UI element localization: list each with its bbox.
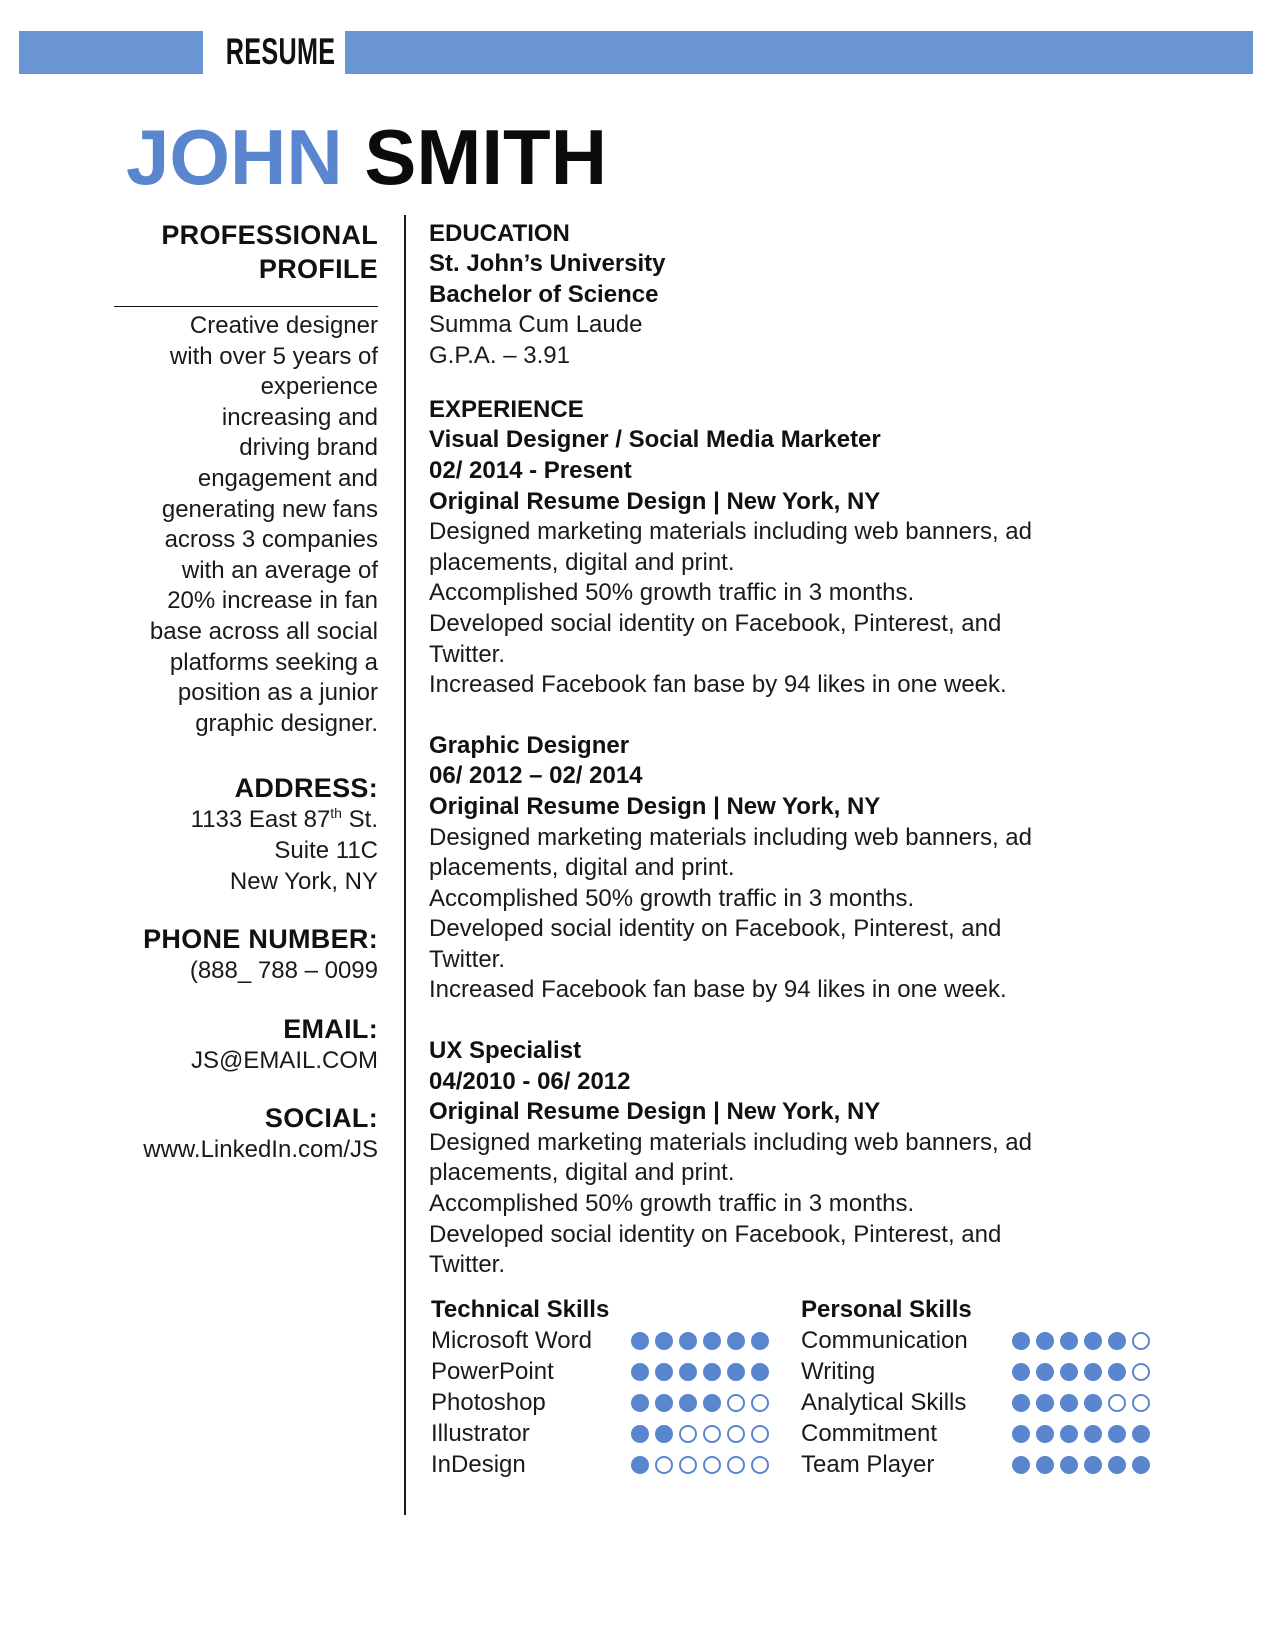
rating-dot-filled bbox=[1060, 1456, 1078, 1474]
profile-line: engagement and bbox=[197, 464, 378, 492]
skill-row bbox=[431, 1325, 609, 1356]
rating-dot-filled bbox=[1132, 1425, 1150, 1443]
rating-dot-empty bbox=[1132, 1363, 1150, 1381]
rating-dot-filled bbox=[703, 1363, 721, 1381]
profile-line: driving brand bbox=[239, 434, 378, 462]
job-line: Twitter. bbox=[429, 640, 506, 668]
rating-dot-filled bbox=[1108, 1456, 1126, 1474]
education-gpa: G.P.A. – 3.91 bbox=[429, 341, 570, 369]
profile-line: 20% increase in fan bbox=[167, 587, 378, 615]
rating-dot-filled bbox=[1108, 1363, 1126, 1381]
job-line: Increased Facebook fan base by 94 likes in one week. bbox=[429, 976, 1007, 1004]
skill-row bbox=[801, 1356, 972, 1387]
job-title: Visual Designer / Social Media Marketer bbox=[429, 426, 881, 454]
job-line: Designed marketing materials including web banners, ad bbox=[429, 518, 1032, 546]
rating-dot-filled bbox=[631, 1363, 649, 1381]
rating-dot-empty bbox=[751, 1425, 769, 1443]
skill-rating bbox=[1012, 1425, 1156, 1443]
rating-dot-filled bbox=[1012, 1456, 1030, 1474]
job-title: Graphic Designer bbox=[429, 731, 630, 759]
job-dates: 04/2010 - 06/ 2012 bbox=[429, 1067, 631, 1095]
rating-dot-filled bbox=[1060, 1363, 1078, 1381]
rating-dot-empty bbox=[679, 1456, 697, 1474]
rating-dot-filled bbox=[631, 1332, 649, 1350]
profile-rule bbox=[114, 306, 378, 307]
skill-rating bbox=[631, 1363, 775, 1381]
social-value: www.LinkedIn.com/JS bbox=[143, 1136, 378, 1164]
skill-row bbox=[801, 1325, 972, 1356]
job-entry bbox=[429, 425, 1229, 700]
job-line: placements, digital and print. bbox=[429, 548, 735, 576]
address-block bbox=[100, 805, 378, 897]
rating-dot-empty bbox=[727, 1394, 745, 1412]
profile-line: with over 5 years of bbox=[169, 342, 378, 370]
rating-dot-filled bbox=[679, 1332, 697, 1350]
address-line2: Suite 11C bbox=[274, 836, 378, 864]
rating-dot-filled bbox=[1012, 1425, 1030, 1443]
rating-dot-filled bbox=[631, 1425, 649, 1443]
rating-dot-filled bbox=[679, 1394, 697, 1412]
phone-value: (888_ 788 – 0099 bbox=[189, 957, 378, 985]
profile-line: increasing and bbox=[221, 403, 378, 431]
skill-rating bbox=[631, 1394, 775, 1412]
resume-label: RESUME bbox=[225, 31, 336, 72]
technical-skills-title: Technical Skills bbox=[431, 1296, 610, 1323]
social-heading: SOCIAL: bbox=[264, 1103, 378, 1134]
profile-heading-line1: PROFESSIONAL bbox=[161, 220, 378, 250]
rating-dot-filled bbox=[655, 1363, 673, 1381]
profile-line: generating new fans bbox=[161, 495, 378, 523]
job-company: Original Resume Design | New York, NY bbox=[429, 792, 881, 820]
rating-dot-filled bbox=[727, 1363, 745, 1381]
skill-name: Illustrator bbox=[431, 1420, 530, 1447]
rating-dot-filled bbox=[1084, 1332, 1102, 1350]
skill-row bbox=[431, 1356, 609, 1387]
rating-dot-filled bbox=[1036, 1456, 1054, 1474]
skill-row bbox=[431, 1449, 609, 1480]
rating-dot-filled bbox=[751, 1363, 769, 1381]
rating-dot-filled bbox=[727, 1332, 745, 1350]
last-name: SMITH bbox=[364, 113, 608, 201]
profile-line: platforms seeking a bbox=[169, 648, 378, 676]
skill-name: Communication bbox=[801, 1327, 968, 1354]
job-line: placements, digital and print. bbox=[429, 1159, 735, 1187]
address-line1: 1133 East 87th St. bbox=[190, 805, 378, 834]
rating-dot-filled bbox=[1036, 1332, 1054, 1350]
rating-dot-filled bbox=[1060, 1332, 1078, 1350]
rating-dot-filled bbox=[1108, 1425, 1126, 1443]
profile-line: position as a junior bbox=[177, 679, 378, 707]
rating-dot-filled bbox=[1084, 1394, 1102, 1412]
rating-dot-filled bbox=[1132, 1456, 1150, 1474]
header-band-right bbox=[345, 31, 1253, 74]
rating-dot-filled bbox=[1060, 1394, 1078, 1412]
personal-skills bbox=[801, 1295, 972, 1480]
rating-dot-filled bbox=[1012, 1394, 1030, 1412]
skill-rating bbox=[631, 1332, 775, 1350]
column-divider bbox=[404, 215, 406, 1515]
right-column bbox=[429, 218, 1229, 1281]
education-school: St. John’s University bbox=[429, 250, 666, 277]
job-line: Twitter. bbox=[429, 945, 506, 973]
job-dates: 02/ 2014 - Present bbox=[429, 456, 632, 484]
skill-row bbox=[431, 1387, 609, 1418]
profile-line: experience bbox=[260, 373, 378, 401]
job-line: Developed social identity on Facebook, Pinterest, and bbox=[429, 1220, 1002, 1248]
rating-dot-filled bbox=[631, 1456, 649, 1474]
education-degree: Bachelor of Science bbox=[429, 280, 659, 308]
skill-row bbox=[801, 1449, 972, 1480]
rating-dot-filled bbox=[1084, 1425, 1102, 1443]
job-company: Original Resume Design | New York, NY bbox=[429, 1098, 881, 1126]
profile-line: graphic designer. bbox=[195, 709, 378, 737]
skill-name: Commitment bbox=[801, 1420, 938, 1447]
rating-dot-filled bbox=[655, 1332, 673, 1350]
rating-dot-empty bbox=[1132, 1394, 1150, 1412]
skill-name: PowerPoint bbox=[431, 1358, 554, 1385]
rating-dot-filled bbox=[1108, 1332, 1126, 1350]
profile-line: with an average of bbox=[181, 556, 378, 584]
job-line: Twitter. bbox=[429, 1251, 506, 1279]
rating-dot-filled bbox=[1012, 1363, 1030, 1381]
rating-dot-filled bbox=[751, 1332, 769, 1350]
rating-dot-empty bbox=[727, 1456, 745, 1474]
profile-line: base across all social bbox=[149, 617, 378, 645]
job-line: Accomplished 50% growth traffic in 3 months. bbox=[429, 884, 915, 912]
rating-dot-filled bbox=[703, 1394, 721, 1412]
job-line: Accomplished 50% growth traffic in 3 months. bbox=[429, 1190, 915, 1218]
skill-name: Microsoft Word bbox=[431, 1327, 592, 1354]
profile-text bbox=[100, 311, 378, 739]
skill-name: Photoshop bbox=[431, 1389, 546, 1416]
skill-name: Team Player bbox=[801, 1451, 935, 1478]
skill-rating bbox=[1012, 1363, 1156, 1381]
rating-dot-filled bbox=[1036, 1363, 1054, 1381]
education-honors: Summa Cum Laude bbox=[429, 311, 643, 339]
profile-line: across 3 companies bbox=[164, 526, 378, 554]
skill-name: Analytical Skills bbox=[801, 1389, 967, 1416]
candidate-name bbox=[126, 112, 607, 202]
header-band-left bbox=[19, 31, 203, 74]
rating-dot-empty bbox=[727, 1425, 745, 1443]
skill-row bbox=[431, 1418, 609, 1449]
rating-dot-filled bbox=[1012, 1332, 1030, 1350]
job-company: Original Resume Design | New York, NY bbox=[429, 487, 881, 515]
rating-dot-filled bbox=[655, 1394, 673, 1412]
rating-dot-empty bbox=[751, 1456, 769, 1474]
address-line3: New York, NY bbox=[229, 867, 378, 895]
rating-dot-filled bbox=[655, 1425, 673, 1443]
rating-dot-filled bbox=[1036, 1425, 1054, 1443]
phone-heading: PHONE NUMBER: bbox=[143, 924, 378, 955]
skill-rating bbox=[1012, 1394, 1156, 1412]
skill-rating bbox=[1012, 1456, 1156, 1474]
technical-skills bbox=[431, 1295, 609, 1480]
rating-dot-filled bbox=[1036, 1394, 1054, 1412]
rating-dot-empty bbox=[1132, 1332, 1150, 1350]
skill-rating bbox=[631, 1456, 775, 1474]
rating-dot-filled bbox=[1060, 1425, 1078, 1443]
first-name: JOHN bbox=[126, 113, 343, 201]
job-entry bbox=[429, 731, 1229, 1006]
rating-dot-filled bbox=[631, 1394, 649, 1412]
rating-dot-filled bbox=[1084, 1363, 1102, 1381]
skill-row bbox=[801, 1387, 972, 1418]
rating-dot-empty bbox=[1108, 1394, 1126, 1412]
rating-dot-empty bbox=[655, 1456, 673, 1474]
job-line: Increased Facebook fan base by 94 likes in one week. bbox=[429, 671, 1007, 699]
skill-name: Writing bbox=[801, 1358, 876, 1385]
skill-name: InDesign bbox=[431, 1451, 526, 1478]
profile-line: Creative designer bbox=[189, 312, 378, 339]
rating-dot-empty bbox=[679, 1425, 697, 1443]
address-heading: ADDRESS: bbox=[234, 773, 378, 804]
job-dates: 06/ 2012 – 02/ 2014 bbox=[429, 762, 643, 790]
job-entry bbox=[429, 1036, 1229, 1281]
experience-heading: EXPERIENCE bbox=[429, 396, 584, 424]
rating-dot-filled bbox=[679, 1363, 697, 1381]
rating-dot-empty bbox=[703, 1425, 721, 1443]
personal-skills-title: Personal Skills bbox=[801, 1296, 972, 1323]
job-line: Designed marketing materials including web banners, ad bbox=[429, 823, 1032, 851]
job-line: Accomplished 50% growth traffic in 3 months. bbox=[429, 579, 915, 607]
rating-dot-empty bbox=[751, 1394, 769, 1412]
rating-dot-filled bbox=[1084, 1456, 1102, 1474]
job-line: Developed social identity on Facebook, Pinterest, and bbox=[429, 915, 1002, 943]
profile-heading-line2: PROFILE bbox=[258, 254, 378, 284]
education-heading: EDUCATION bbox=[429, 220, 570, 247]
skill-rating bbox=[1012, 1332, 1156, 1350]
left-column bbox=[100, 218, 378, 1166]
job-line: Developed social identity on Facebook, Pinterest, and bbox=[429, 609, 1002, 637]
rating-dot-empty bbox=[703, 1456, 721, 1474]
email-heading: EMAIL: bbox=[283, 1013, 378, 1044]
skill-rating bbox=[631, 1425, 775, 1443]
skill-row bbox=[801, 1418, 972, 1449]
rating-dot-filled bbox=[703, 1332, 721, 1350]
email-value: JS@EMAIL.COM bbox=[190, 1046, 378, 1074]
job-line: Designed marketing materials including web banners, ad bbox=[429, 1128, 1032, 1156]
job-title: UX Specialist bbox=[429, 1037, 582, 1065]
job-line: placements, digital and print. bbox=[429, 854, 735, 882]
